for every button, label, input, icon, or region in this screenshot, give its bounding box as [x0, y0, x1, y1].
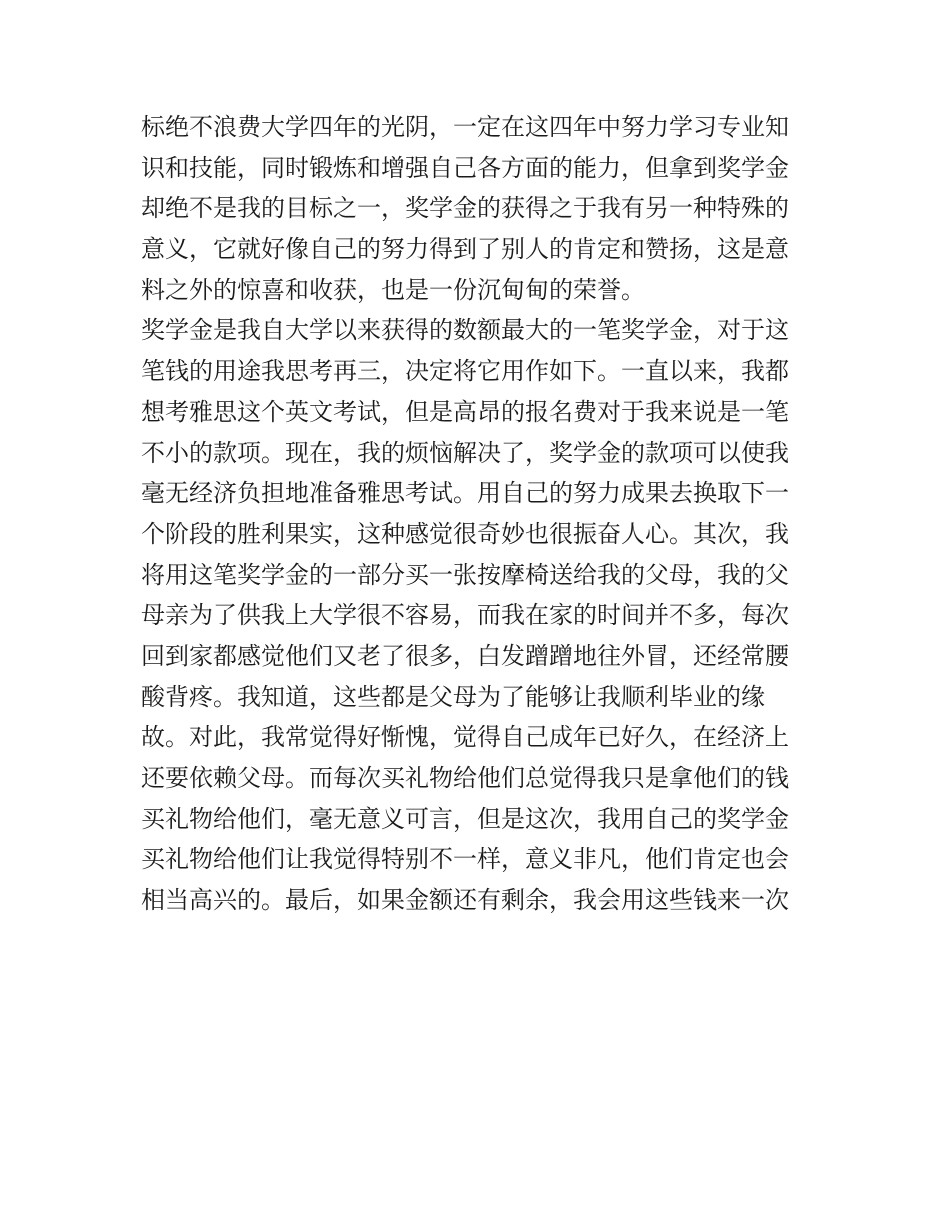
text-line: 个阶段的胜利果实，这种感觉很奇妙也很振奋人心。其次，我 — [141, 519, 789, 548]
text-line: 笔钱的用途我思考再三，决定将它用作如下。一直以来，我都 — [141, 357, 789, 386]
text-line: 奖学金是我自大学以来获得的数额最大的一笔奖学金，对于这 — [141, 316, 789, 345]
body-text — [141, 107, 821, 921]
text-line: 意义，它就好像自己的努力得到了别人的肯定和赞扬，这是意 — [141, 235, 789, 264]
text-line: 料之外的惊喜和收获，也是一份沉甸甸的荣誉。 — [141, 275, 645, 304]
text-line: 将用这笔奖学金的一部分买一张按摩椅送给我的父母，我的父 — [141, 560, 789, 589]
text-line: 还要依赖父母。而每次买礼物给他们总觉得我只是拿他们的钱 — [141, 764, 789, 792]
text-line: 酸背疼。我知道，这些都是父母为了能够让我顺利毕业的缘 — [141, 682, 765, 711]
text-line: 回到家都感觉他们又老了很多，白发蹭蹭地往外冒，还经常腰 — [141, 641, 789, 670]
text-line: 识和技能，同时锻炼和增强自己各方面的能力，但拿到奖学金 — [141, 153, 789, 182]
text-line: 买礼物给他们让我觉得特别不一样，意义非凡，他们肯定也会 — [141, 845, 789, 874]
text-line: 想考雅思这个英文考试，但是高昂的报名费对于我来说是一笔 — [141, 397, 789, 426]
text-line: 故。对此，我常觉得好惭愧，觉得自己成年已好久，在经济上 — [141, 723, 789, 752]
text-line: 母亲为了供我上大学很不容易，而我在家的时间并不多，每次 — [141, 601, 789, 630]
text-line: 买礼物给他们，毫无意义可言，但是这次，我用自己的奖学金 — [141, 804, 789, 833]
text-line: 标绝不浪费大学四年的光阴，一定在这四年中努力学习专业知 — [141, 113, 789, 141]
text-line: 毫无经济负担地准备雅思考试。用自己的努力成果去换取下一 — [141, 479, 789, 508]
text-line: 不小的款项。现在，我的烦恼解决了，奖学金的款项可以使我 — [141, 438, 789, 467]
text-line: 却绝不是我的目标之一，奖学金的获得之于我有另一种特殊的 — [141, 194, 789, 223]
text-line: 相当高兴的。最后，如果金额还有剩余，我会用这些钱来一次 — [141, 886, 789, 915]
